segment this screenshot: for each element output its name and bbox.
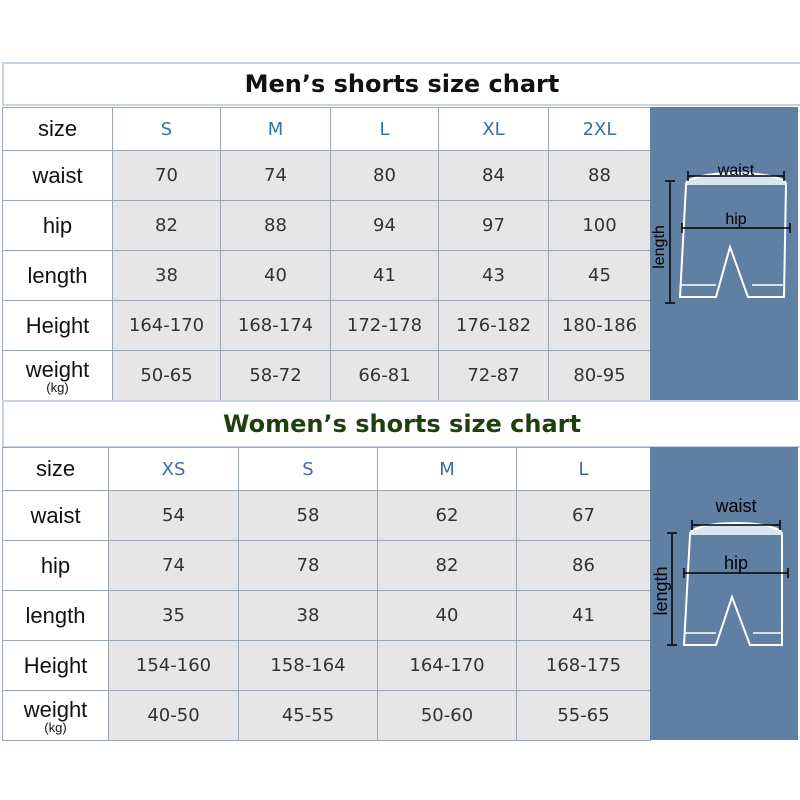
table-cell: 45-55 xyxy=(239,691,378,741)
row-label: hip xyxy=(3,201,113,251)
men-size-l: L xyxy=(331,108,439,151)
table-cell: 168-175 xyxy=(517,641,651,691)
table-cell: 41 xyxy=(331,251,439,301)
table-cell: 86 xyxy=(517,541,651,591)
table-cell: 97 xyxy=(439,201,549,251)
shorts-diagram-icon xyxy=(650,447,798,740)
men-chart-title: Men’s shorts size chart xyxy=(2,62,800,106)
men-row-length xyxy=(3,251,651,301)
table-cell: 35 xyxy=(109,591,239,641)
table-cell: 38 xyxy=(113,251,221,301)
men-size-s: S xyxy=(113,108,221,151)
table-cell: 74 xyxy=(109,541,239,591)
row-label: hip xyxy=(3,541,109,591)
women-size-l: L xyxy=(517,448,651,491)
row-label-text: weight xyxy=(25,357,90,382)
diagram-hip-label: hip xyxy=(723,553,749,573)
table-cell: 154-160 xyxy=(109,641,239,691)
table-cell: 80-95 xyxy=(549,351,651,401)
diagram-length-label: length xyxy=(651,225,668,269)
table-cell: 74 xyxy=(221,151,331,201)
women-shorts-diagram-panel xyxy=(650,447,798,740)
row-label: waist xyxy=(3,491,109,541)
men-size-xl: XL xyxy=(439,108,549,151)
table-cell: 38 xyxy=(239,591,378,641)
row-label xyxy=(3,351,113,401)
men-row-waist xyxy=(3,151,651,201)
diagram-waist-label: waist xyxy=(717,162,755,179)
men-size-2xl: 2XL xyxy=(549,108,651,151)
women-chart-title: Women’s shorts size chart xyxy=(2,400,800,448)
women-size-xs: XS xyxy=(109,448,239,491)
table-cell: 80 xyxy=(331,151,439,201)
row-label: length xyxy=(3,591,109,641)
table-cell: 40-50 xyxy=(109,691,239,741)
table-cell: 55-65 xyxy=(517,691,651,741)
table-cell: 94 xyxy=(331,201,439,251)
table-cell: 50-60 xyxy=(378,691,517,741)
table-cell: 72-87 xyxy=(439,351,549,401)
row-label-unit: (kg) xyxy=(46,380,69,395)
table-cell: 70 xyxy=(113,151,221,201)
table-cell: 58-72 xyxy=(221,351,331,401)
table-cell: 84 xyxy=(439,151,549,201)
table-cell: 66-81 xyxy=(331,351,439,401)
table-cell: 82 xyxy=(113,201,221,251)
table-cell: 45 xyxy=(549,251,651,301)
table-cell: 62 xyxy=(378,491,517,541)
women-row-height xyxy=(3,641,651,691)
women-size-label: size xyxy=(3,448,109,491)
women-header-row xyxy=(3,448,651,491)
table-cell: 180-186 xyxy=(549,301,651,351)
table-cell: 54 xyxy=(109,491,239,541)
row-label: Height xyxy=(3,641,109,691)
row-label: waist xyxy=(3,151,113,201)
table-cell: 88 xyxy=(221,201,331,251)
table-cell: 58 xyxy=(239,491,378,541)
men-row-height xyxy=(3,301,651,351)
row-label-unit: (kg) xyxy=(44,720,67,735)
table-cell: 176-182 xyxy=(439,301,549,351)
women-size-table xyxy=(2,447,651,741)
men-row-hip xyxy=(3,201,651,251)
row-label xyxy=(3,691,109,741)
diagram-hip-label: hip xyxy=(725,211,747,228)
table-cell: 67 xyxy=(517,491,651,541)
table-cell: 82 xyxy=(378,541,517,591)
row-label-text: weight xyxy=(23,697,88,722)
table-cell: 43 xyxy=(439,251,549,301)
shorts-diagram-icon xyxy=(650,107,798,400)
table-cell: 172-178 xyxy=(331,301,439,351)
men-header-row xyxy=(3,108,651,151)
table-cell: 40 xyxy=(378,591,517,641)
women-size-m: M xyxy=(378,448,517,491)
men-size-label: size xyxy=(3,108,113,151)
table-cell: 40 xyxy=(221,251,331,301)
women-row-weight xyxy=(3,691,651,741)
men-size-m: M xyxy=(221,108,331,151)
women-row-waist xyxy=(3,491,651,541)
table-cell: 168-174 xyxy=(221,301,331,351)
diagram-waist-label: waist xyxy=(715,496,757,516)
table-cell: 41 xyxy=(517,591,651,641)
men-shorts-diagram-panel xyxy=(650,107,798,400)
men-size-table xyxy=(2,107,651,401)
table-cell: 50-65 xyxy=(113,351,221,401)
table-cell: 164-170 xyxy=(378,641,517,691)
table-cell: 100 xyxy=(549,201,651,251)
women-row-length xyxy=(3,591,651,641)
table-cell: 88 xyxy=(549,151,651,201)
row-label: length xyxy=(3,251,113,301)
table-cell: 158-164 xyxy=(239,641,378,691)
diagram-length-label: length xyxy=(651,566,671,616)
men-row-weight xyxy=(3,351,651,401)
table-cell: 164-170 xyxy=(113,301,221,351)
women-size-s: S xyxy=(239,448,378,491)
row-label: Height xyxy=(3,301,113,351)
women-row-hip xyxy=(3,541,651,591)
table-cell: 78 xyxy=(239,541,378,591)
